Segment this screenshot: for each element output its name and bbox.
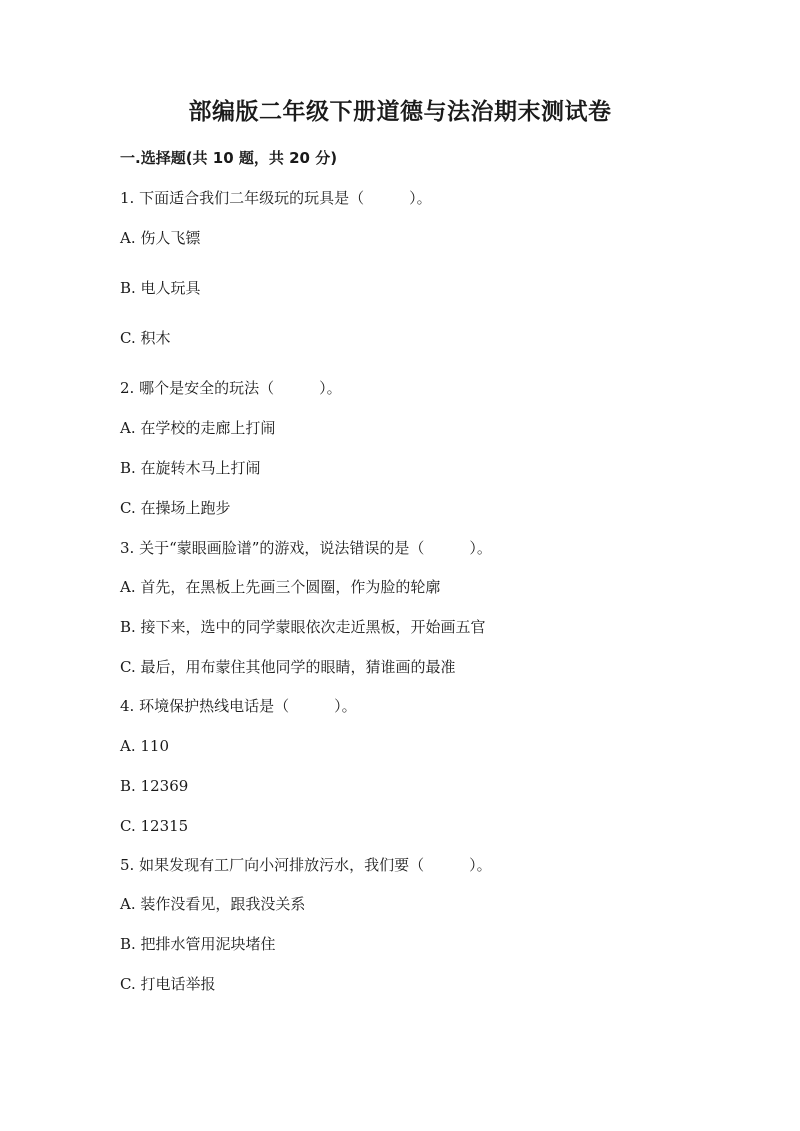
- question-1-option-c: C. 积木: [120, 329, 171, 347]
- question-1-option-a: A. 伤人飞镖: [120, 229, 201, 247]
- question-5-stem: 5. 如果发现有工厂向小河排放污水，我们要（ ）。: [120, 856, 492, 874]
- question-2-option-b: B. 在旋转木马上打闹: [120, 459, 261, 477]
- question-3-option-a: A. 首先，在黑板上先画三个圆圈，作为脸的轮廓: [120, 578, 441, 596]
- question-3-option-c: C. 最后，用布蒙住其他同学的眼睛，猜谁画的最准: [120, 658, 456, 676]
- section-heading: 一.选择题(共 10 题，共 20 分): [120, 149, 338, 167]
- question-1-option-b: B. 电人玩具: [120, 279, 201, 297]
- question-2-stem: 2. 哪个是安全的玩法（ ）。: [120, 379, 342, 397]
- question-1-stem: 1. 下面适合我们二年级玩的玩具是（ ）。: [120, 189, 432, 207]
- question-3-stem: 3. 关于“蒙眼画脸谱”的游戏，说法错误的是（ ）。: [120, 539, 492, 557]
- question-4-option-b: B. 12369: [120, 777, 189, 795]
- question-4-option-a: A. 110: [120, 737, 169, 755]
- question-2-option-c: C. 在操场上跑步: [120, 499, 231, 517]
- question-5-option-c: C. 打电话举报: [120, 975, 216, 993]
- question-5-option-a: A. 装作没看见，跟我没关系: [120, 895, 306, 913]
- question-3-option-b: B. 接下来，选中的同学蒙眼依次走近黑板，开始画五官: [120, 618, 486, 636]
- question-4-stem: 4. 环境保护热线电话是（ ）。: [120, 697, 357, 715]
- document-title: 部编版二年级下册道德与法治期末测试卷: [188, 98, 612, 125]
- question-4-option-c: C. 12315: [120, 817, 189, 835]
- question-5-option-b: B. 把排水管用泥块堵住: [120, 935, 276, 953]
- question-2-option-a: A. 在学校的走廊上打闹: [120, 419, 276, 437]
